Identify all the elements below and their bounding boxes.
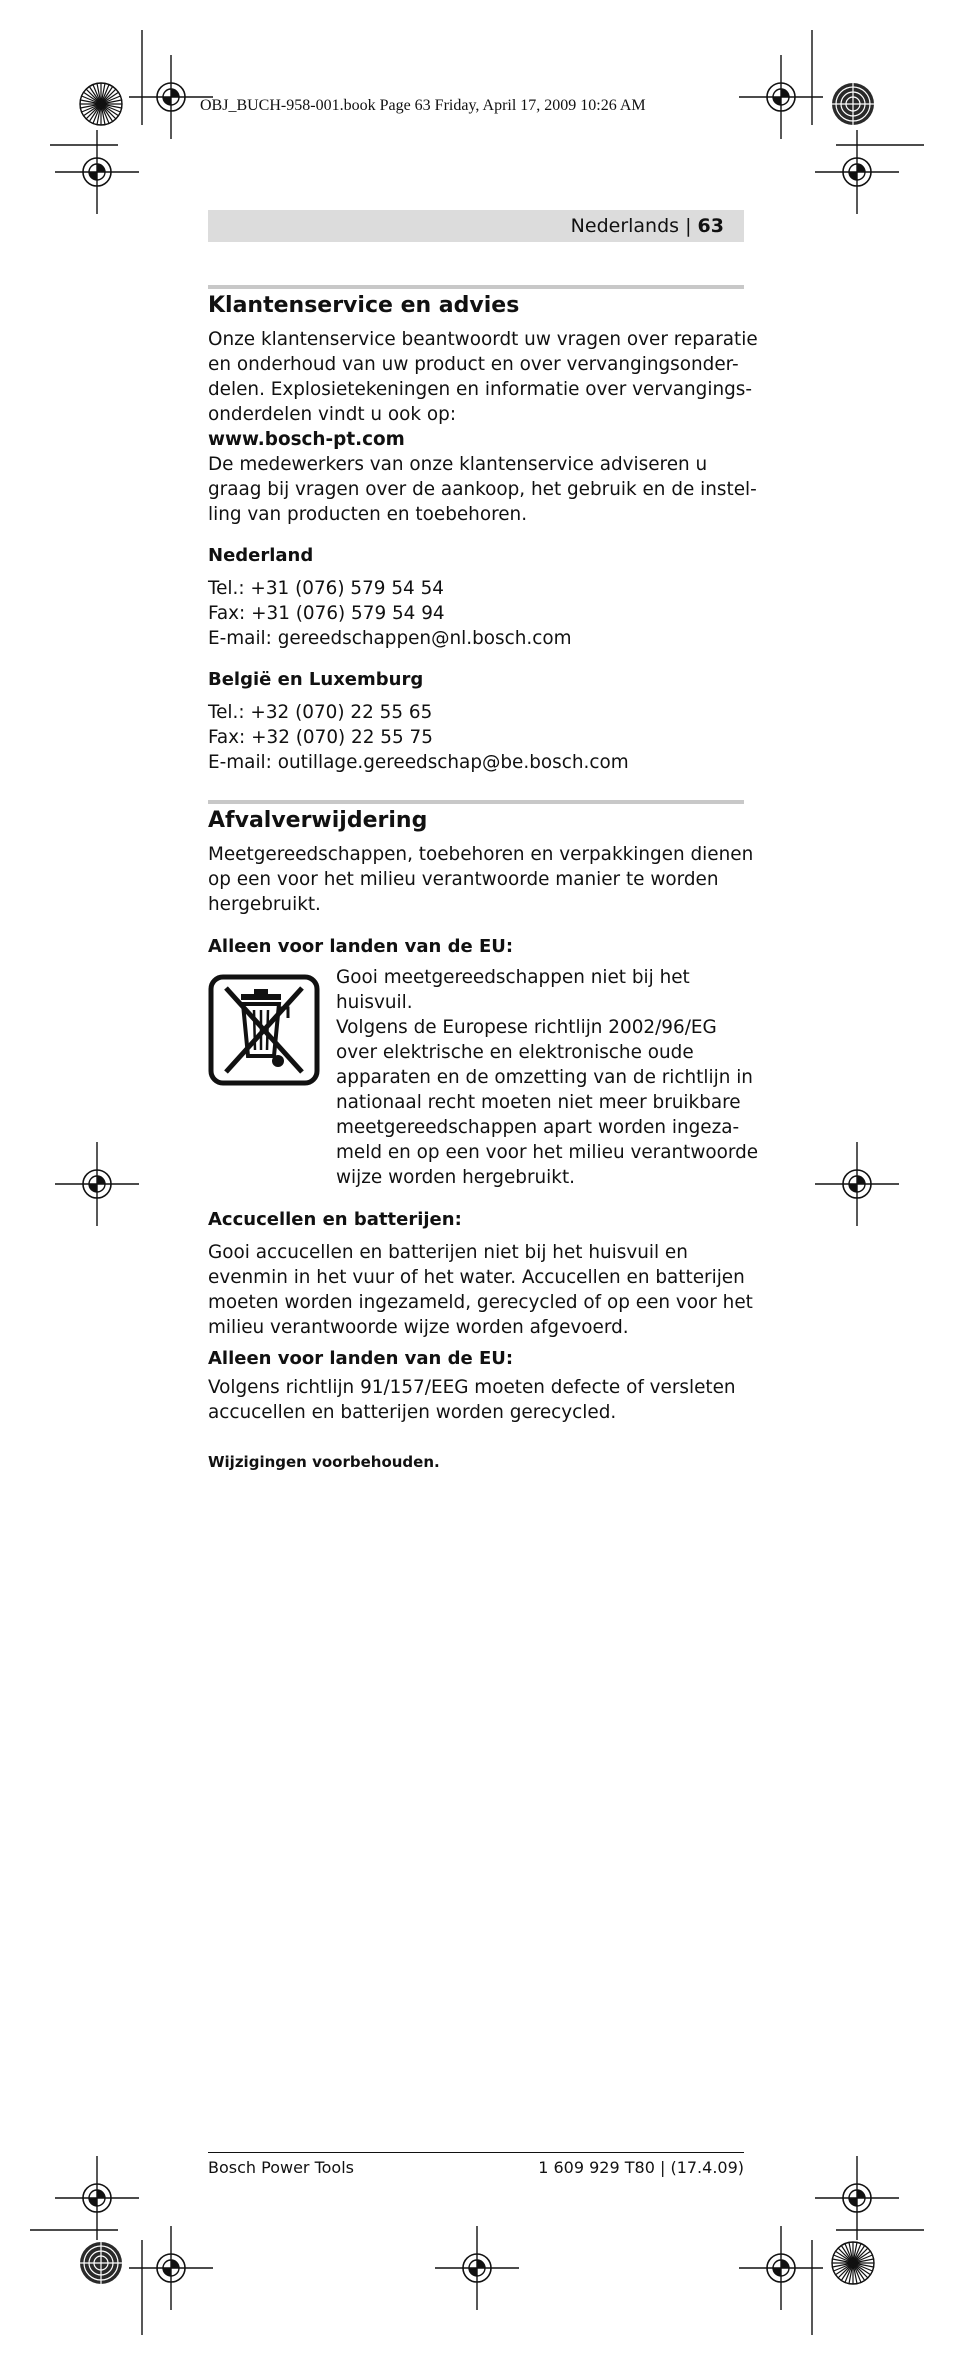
footer-doc-number: 1 609 929 T80 | (17.4.09) [538,2158,744,2177]
batteries-heading: Accucellen en batterijen: [208,1209,462,1230]
website-link[interactable]: www.bosch-pt.com [208,429,405,450]
crossed-out-wheelie-bin-icon [208,974,320,1086]
contact-fax: Fax: +31 (076) 579 54 94 [208,603,445,624]
section-title-afval: Afvalverwijdering [208,808,428,833]
text-line: over elektrische en elektronische oude [336,1042,694,1063]
contact-tel: Tel.: +31 (076) 579 54 54 [208,578,444,599]
klantenservice-intro [208,327,758,527]
section-rule [208,285,744,289]
text-line: Onze klantenservice beantwoordt uw vragen over reparatie [208,329,758,350]
text-line: en onderhoud van uw product en over vervangingsonder- [208,354,739,375]
text-line: moeten worden ingezameld, gerecycled of op een voor het [208,1292,753,1313]
header-separator: | [679,215,698,237]
text-line: wijze worden hergebruikt. [336,1167,575,1188]
contact-email[interactable]: E-mail: gereedschappen@nl.bosch.com [208,628,572,649]
text-line: evenmin in het vuur of het water. Accucellen en batterijen [208,1267,745,1288]
header-page-number: 63 [697,215,724,237]
text-line: op een voor het milieu verantwoorde manier te worden [208,869,719,890]
text-line: ling van producten en toebehoren. [208,504,528,525]
footer-brand: Bosch Power Tools [208,2158,354,2177]
eu-heading: Alleen voor landen van de EU: [208,936,514,957]
text-line: huisvuil. [336,992,413,1013]
contact-tel: Tel.: +32 (070) 22 55 65 [208,702,433,723]
page-header [208,210,744,242]
section-title-klantenservice: Klantenservice en advies [208,293,520,318]
eu-disposal-text [336,965,759,1190]
batteries-text [208,1240,753,1340]
text-line: Meetgereedschappen, toebehoren en verpakkingen dienen [208,844,754,865]
contact-details-belgie [208,700,744,775]
eu-battery-text [208,1375,744,1425]
text-line: Volgens richtlijn 91/157/EEG moeten defecte of versleten [208,1377,736,1398]
text-line: meetgereedschappen apart worden ingeza- [336,1117,740,1138]
text-line: De medewerkers van onze klantenservice adviseren u [208,454,708,475]
contact-country-belgie: België en Luxemburg [208,669,424,690]
contact-email[interactable]: E-mail: outillage.gereedschap@be.bosch.com [208,752,629,773]
text-line: nationaal recht moeten niet meer bruikbare [336,1092,741,1113]
text-line: meld en op een voor het milieu verantwoorde [336,1142,759,1163]
afval-intro [208,842,754,917]
text-line: delen. Explosietekeningen en informatie over vervangings- [208,379,753,400]
print-info: OBJ_BUCH-958-001.book Page 63 Friday, April 17, 2009 10:26 AM [200,97,646,114]
text-line: apparaten en de omzetting van de richtlijn in [336,1067,753,1088]
text-line: accucellen en batterijen worden gerecycled. [208,1402,617,1423]
text-line: Volgens de Europese richtlijn 2002/96/EG [336,1017,717,1038]
section-rule [208,800,744,804]
contact-details-nederland [208,576,744,651]
text-line: milieu verantwoorde wijze worden afgevoerd. [208,1317,629,1338]
header-language: Nederlands [570,215,680,237]
footer-rule [208,2152,744,2153]
eu-heading-2: Alleen voor landen van de EU: [208,1348,514,1369]
text-line: Gooi meetgereedschappen niet bij het [336,967,690,988]
contact-fax: Fax: +32 (070) 22 55 75 [208,727,433,748]
disclaimer: Wijzigingen voorbehouden. [208,1453,440,1471]
text-line: graag bij vragen over de aankoop, het gebruik en de instel- [208,479,757,500]
text-line: hergebruikt. [208,894,321,915]
text-line: Gooi accucellen en batterijen niet bij het huisvuil en [208,1242,688,1263]
contact-country-nederland: Nederland [208,545,314,566]
text-line: onderdelen vindt u ook op: [208,404,457,425]
